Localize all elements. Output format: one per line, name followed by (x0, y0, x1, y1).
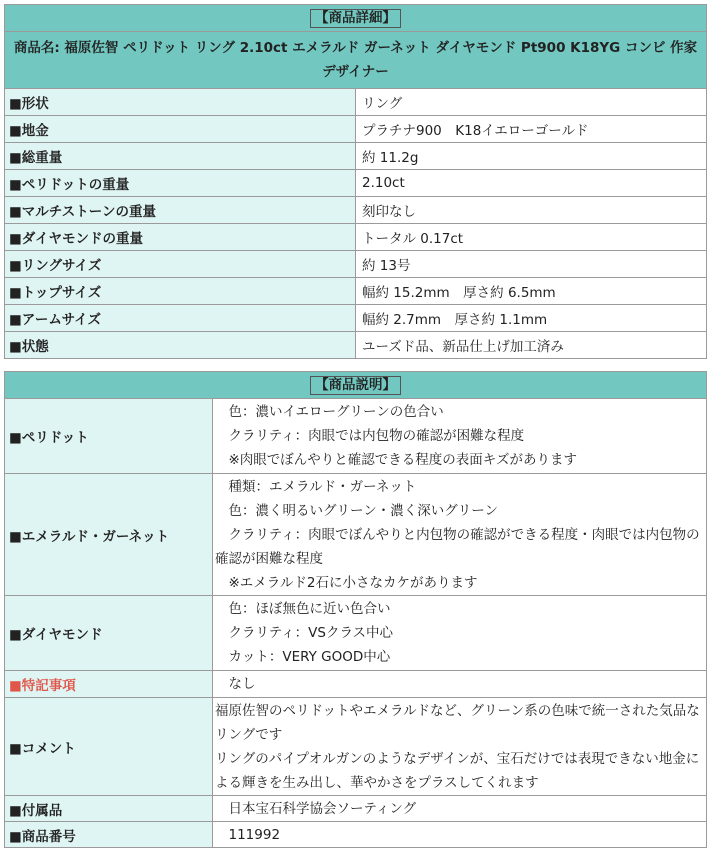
detail-label: ■状態 (5, 332, 356, 359)
description-label: ■ペリドット (5, 399, 213, 474)
detail-label: ■ペリドットの重量 (5, 170, 356, 197)
description-line: 福原佐智のペリドットやエメラルドなど、グリーン系の色味で統一された気品なリングです (215, 702, 700, 743)
detail-value: トータル 0.17ct (356, 224, 707, 251)
description-line: ※肉眼でぼんやりと確認できる程度の表面キズがあります (215, 452, 578, 468)
description-line: 色：濃いイエローグリーンの色合い (215, 404, 444, 420)
product-details-table (4, 4, 707, 359)
detail-row (5, 170, 707, 197)
detail-row (5, 89, 707, 116)
detail-value: 幅約 2.7mm 厚さ約 1.1mm (356, 305, 707, 332)
description-row (5, 596, 707, 671)
detail-row (5, 116, 707, 143)
detail-row (5, 332, 707, 359)
details-header-cell (5, 5, 707, 32)
detail-label: ■リングサイズ (5, 251, 356, 278)
description-line: クラリティ：肉眼では内包物の確認が困難な程度 (215, 428, 525, 444)
detail-value: 刻印なし (356, 197, 707, 224)
description-line: なし (215, 676, 256, 692)
detail-label: ■形状 (5, 89, 356, 116)
detail-value: ユーズド品、新品仕上げ加工済み (356, 332, 707, 359)
description-header-cell (5, 372, 707, 399)
detail-row (5, 143, 707, 170)
detail-value: 約 13号 (356, 251, 707, 278)
description-row (5, 399, 707, 474)
detail-label: ■トップサイズ (5, 278, 356, 305)
description-line: 色：濃く明るいグリーン・濃く深いグリーン (215, 502, 498, 519)
description-line: 種類：エメラルド・ガーネット (215, 478, 417, 495)
description-label: ■商品番号 (5, 822, 213, 848)
product-name: 商品名: 福原佐智 ペリドット リング 2.10ct エメラルド ガーネット ダイヤモンド Pt900 K18YG コンビ 作家 デザイナー (5, 32, 707, 89)
detail-value: リング (356, 89, 707, 116)
detail-row (5, 197, 707, 224)
description-line: ※エメラルド2石に小さなカケがあります (215, 574, 478, 591)
description-row (5, 822, 707, 848)
details-header: 【商品詳細】 (310, 9, 401, 28)
description-label: ■ダイヤモンド (5, 596, 213, 671)
description-value (213, 822, 707, 848)
notice-label: ■特記事項 (5, 671, 213, 698)
detail-value: 約 11.2g (356, 143, 707, 170)
description-value (213, 596, 707, 671)
description-line: クラリティ：VSクラス中心 (215, 625, 394, 641)
detail-label: ■地金 (5, 116, 356, 143)
description-label: ■コメント (5, 698, 213, 796)
description-label: ■エメラルド・ガーネット (5, 474, 213, 596)
description-value (213, 399, 707, 474)
detail-row (5, 278, 707, 305)
description-line: リングのパイプオルガンのようなデザインが、宝石だけでは表現できない地金による輝きを生み出し、華やかさをプラスしてくれます (215, 750, 700, 791)
description-value (213, 474, 707, 596)
description-line: クラリティ：肉眼でぼんやりと内包物の確認ができる程度・肉眼では内包物の確認が困難な程度 (215, 526, 700, 567)
description-value (213, 698, 707, 796)
description-row (5, 796, 707, 822)
detail-value: プラチナ900 K18イエローゴールド (356, 116, 707, 143)
detail-label: ■ダイヤモンドの重量 (5, 224, 356, 251)
description-row (5, 671, 707, 698)
description-label: ■付属品 (5, 796, 213, 822)
detail-row (5, 224, 707, 251)
description-line: 色：ほぼ無色に近い色合い (215, 601, 391, 617)
detail-value: 2.10ct (356, 170, 707, 197)
detail-label: ■マルチストーンの重量 (5, 197, 356, 224)
detail-label: ■総重量 (5, 143, 356, 170)
description-value (213, 671, 707, 698)
description-row (5, 474, 707, 596)
detail-value: 幅約 15.2mm 厚さ約 6.5mm (356, 278, 707, 305)
description-line: 111992 (215, 826, 281, 843)
description-value (213, 796, 707, 822)
detail-row (5, 305, 707, 332)
product-description-table (4, 371, 707, 848)
description-line: カット：VERY GOOD中心 (215, 649, 391, 665)
detail-row (5, 251, 707, 278)
description-row (5, 698, 707, 796)
description-header: 【商品説明】 (310, 376, 401, 395)
detail-label: ■アームサイズ (5, 305, 356, 332)
description-line: 日本宝石科学協会ソーティング (215, 800, 417, 817)
